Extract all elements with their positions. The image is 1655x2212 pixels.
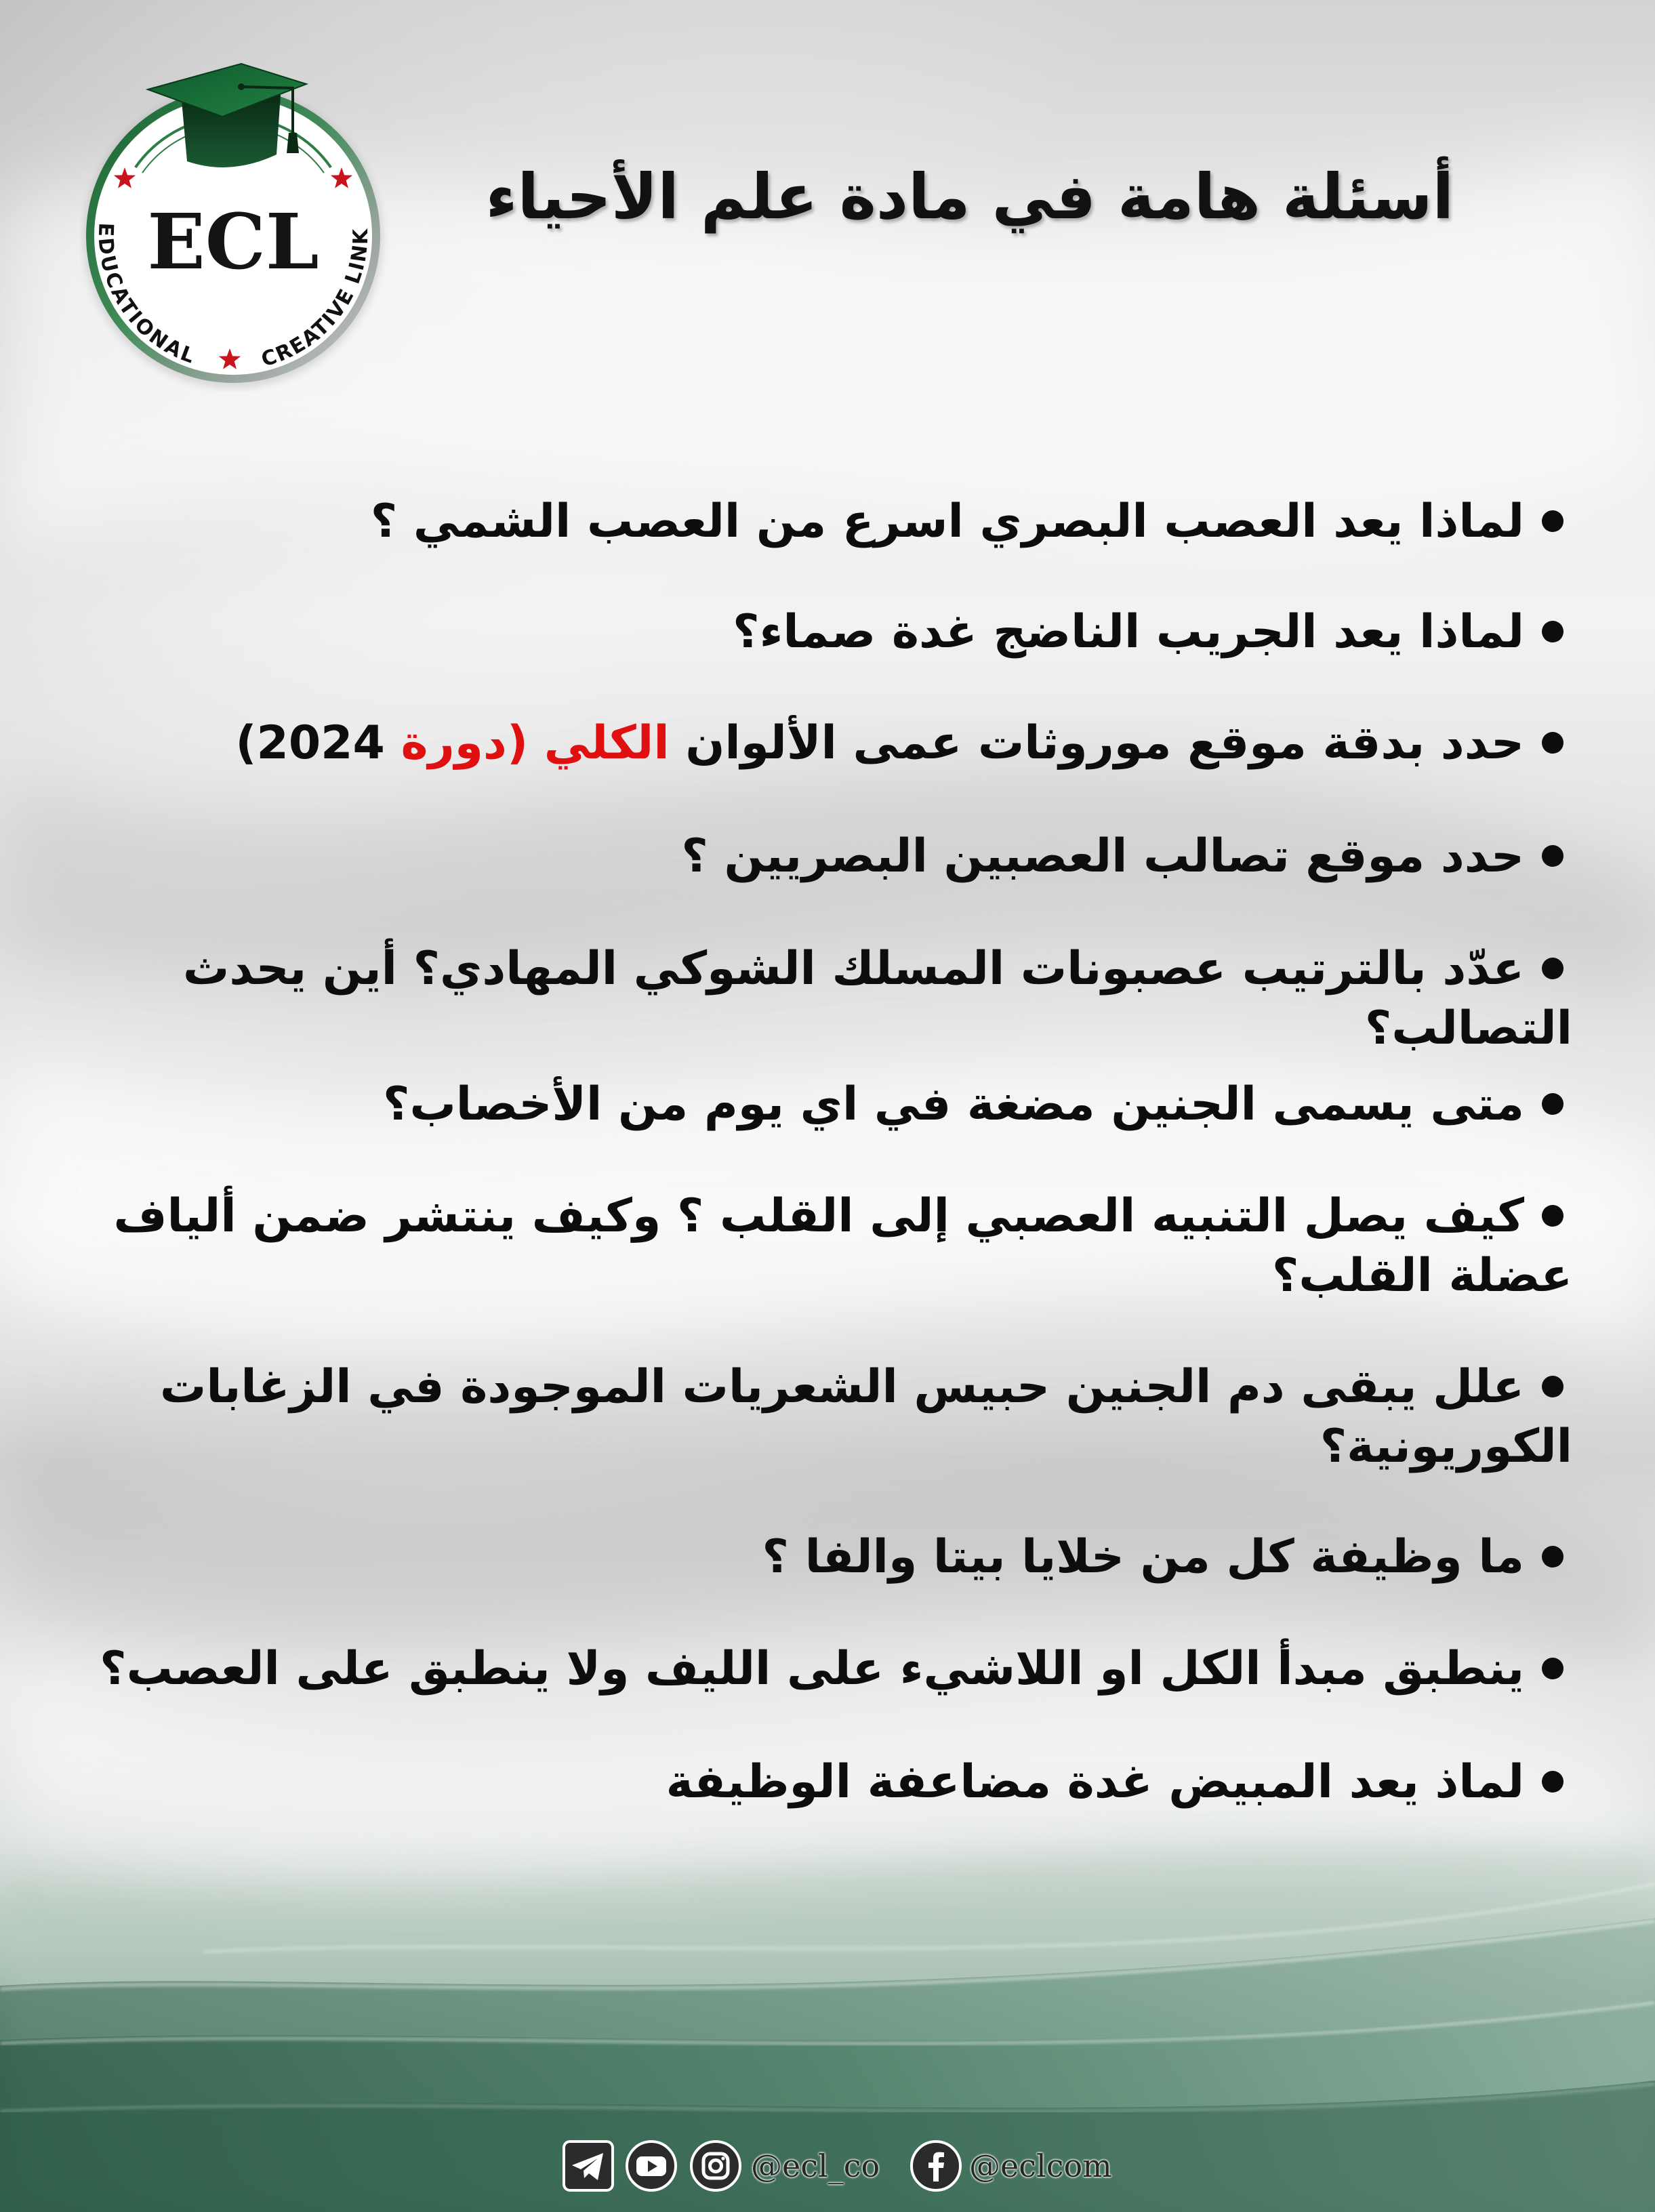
question-line xyxy=(41,827,1572,886)
bullet-icon xyxy=(1542,845,1564,867)
question-text: لماذا يعد العصب البصري اسرع من العصب الشمي ؟ xyxy=(370,495,1524,548)
question-line xyxy=(41,1357,1572,1417)
question-line xyxy=(41,1753,1572,1812)
ecl-logo xyxy=(80,60,399,392)
question-text: لماذ يعد المبيض غدة مضاعفة الوظيفة xyxy=(666,1755,1524,1809)
question-line xyxy=(41,602,1572,662)
question-item xyxy=(41,1528,1572,1587)
bullet-icon xyxy=(1542,1546,1564,1568)
question-line xyxy=(41,939,1572,1059)
question-item xyxy=(41,602,1572,662)
bullet-icon xyxy=(1542,621,1564,642)
question-item xyxy=(41,1075,1572,1134)
bullet-icon xyxy=(1542,1093,1564,1115)
question-text: ما وظيفة كل من خلايا بيتا والفا ؟ xyxy=(762,1530,1524,1584)
bullet-icon xyxy=(1542,1376,1564,1397)
question-year-text: 2024) xyxy=(235,716,401,770)
question-text: علل يبقى دم الجنين حبيس الشعريات الموجودة في الزغابات xyxy=(160,1360,1524,1414)
logo-arc-left-label: EDUCATIONAL xyxy=(93,222,200,369)
question-text: كيف يصل التنبيه العصبي إلى القلب ؟ وكيف ينتشر ضمن ألياف xyxy=(113,1189,1524,1243)
question-item xyxy=(41,827,1572,886)
question-text: ينطبق مبدأ الكل او اللاشيء على الليف ولا ينطبق على العصب؟ xyxy=(100,1642,1524,1696)
bullet-icon xyxy=(1542,1658,1564,1679)
question-item xyxy=(41,939,1572,1059)
bullet-icon xyxy=(1542,1771,1564,1793)
question-item xyxy=(41,492,1572,552)
question-item xyxy=(41,1357,1572,1477)
question-line xyxy=(41,1075,1572,1134)
cap-tassel xyxy=(287,133,299,153)
question-item xyxy=(41,1639,1572,1699)
question-highlight-text: الكلي (دورة xyxy=(401,716,670,770)
question-line xyxy=(41,1639,1572,1699)
question-item xyxy=(41,1753,1572,1812)
question-text: لماذا يعد الجريب الناضج غدة صماء؟ xyxy=(733,605,1524,659)
facebook-icon xyxy=(910,2139,962,2192)
question-line xyxy=(41,1528,1572,1587)
bullet-icon xyxy=(1542,510,1564,532)
logo-arc-right-label: CREATIVE LINK xyxy=(258,227,373,372)
page-title: أسئلة هامة في مادة علم الأحياء xyxy=(485,161,1454,233)
question-line-continued: الكوريونية؟ xyxy=(1320,1420,1572,1473)
question-line xyxy=(41,714,1572,773)
question-text: حدد موقع تصالب العصبين البصريين ؟ xyxy=(681,830,1524,883)
question-item xyxy=(41,714,1572,773)
question-line xyxy=(41,1187,1572,1246)
question-text: متى يسمى الجنين مضغة في اي يوم من الأخصاب؟ xyxy=(383,1078,1524,1131)
question-line xyxy=(41,492,1572,552)
question-item xyxy=(41,1187,1572,1306)
youtube-icon xyxy=(625,2139,678,2192)
question-line-continued: عضلة القلب؟ xyxy=(1271,1249,1572,1303)
instagram-handle: @ecl_co xyxy=(751,2148,880,2184)
instagram-icon xyxy=(689,2139,742,2192)
bullet-icon xyxy=(1542,732,1564,754)
facebook-handle: @eclcom xyxy=(969,2148,1112,2184)
bullet-icon xyxy=(1542,958,1564,979)
telegram-icon xyxy=(562,2139,615,2192)
question-text: عدّد بالترتيب عصبونات المسلك الشوكي المهادي؟ أين يحدث التصالب؟ xyxy=(183,942,1572,1055)
bullet-icon xyxy=(1542,1205,1564,1227)
question-text: حدد بدقة موقع موروثات عمى الألوان xyxy=(669,716,1524,770)
logo-wordmark: ECL xyxy=(147,198,319,287)
